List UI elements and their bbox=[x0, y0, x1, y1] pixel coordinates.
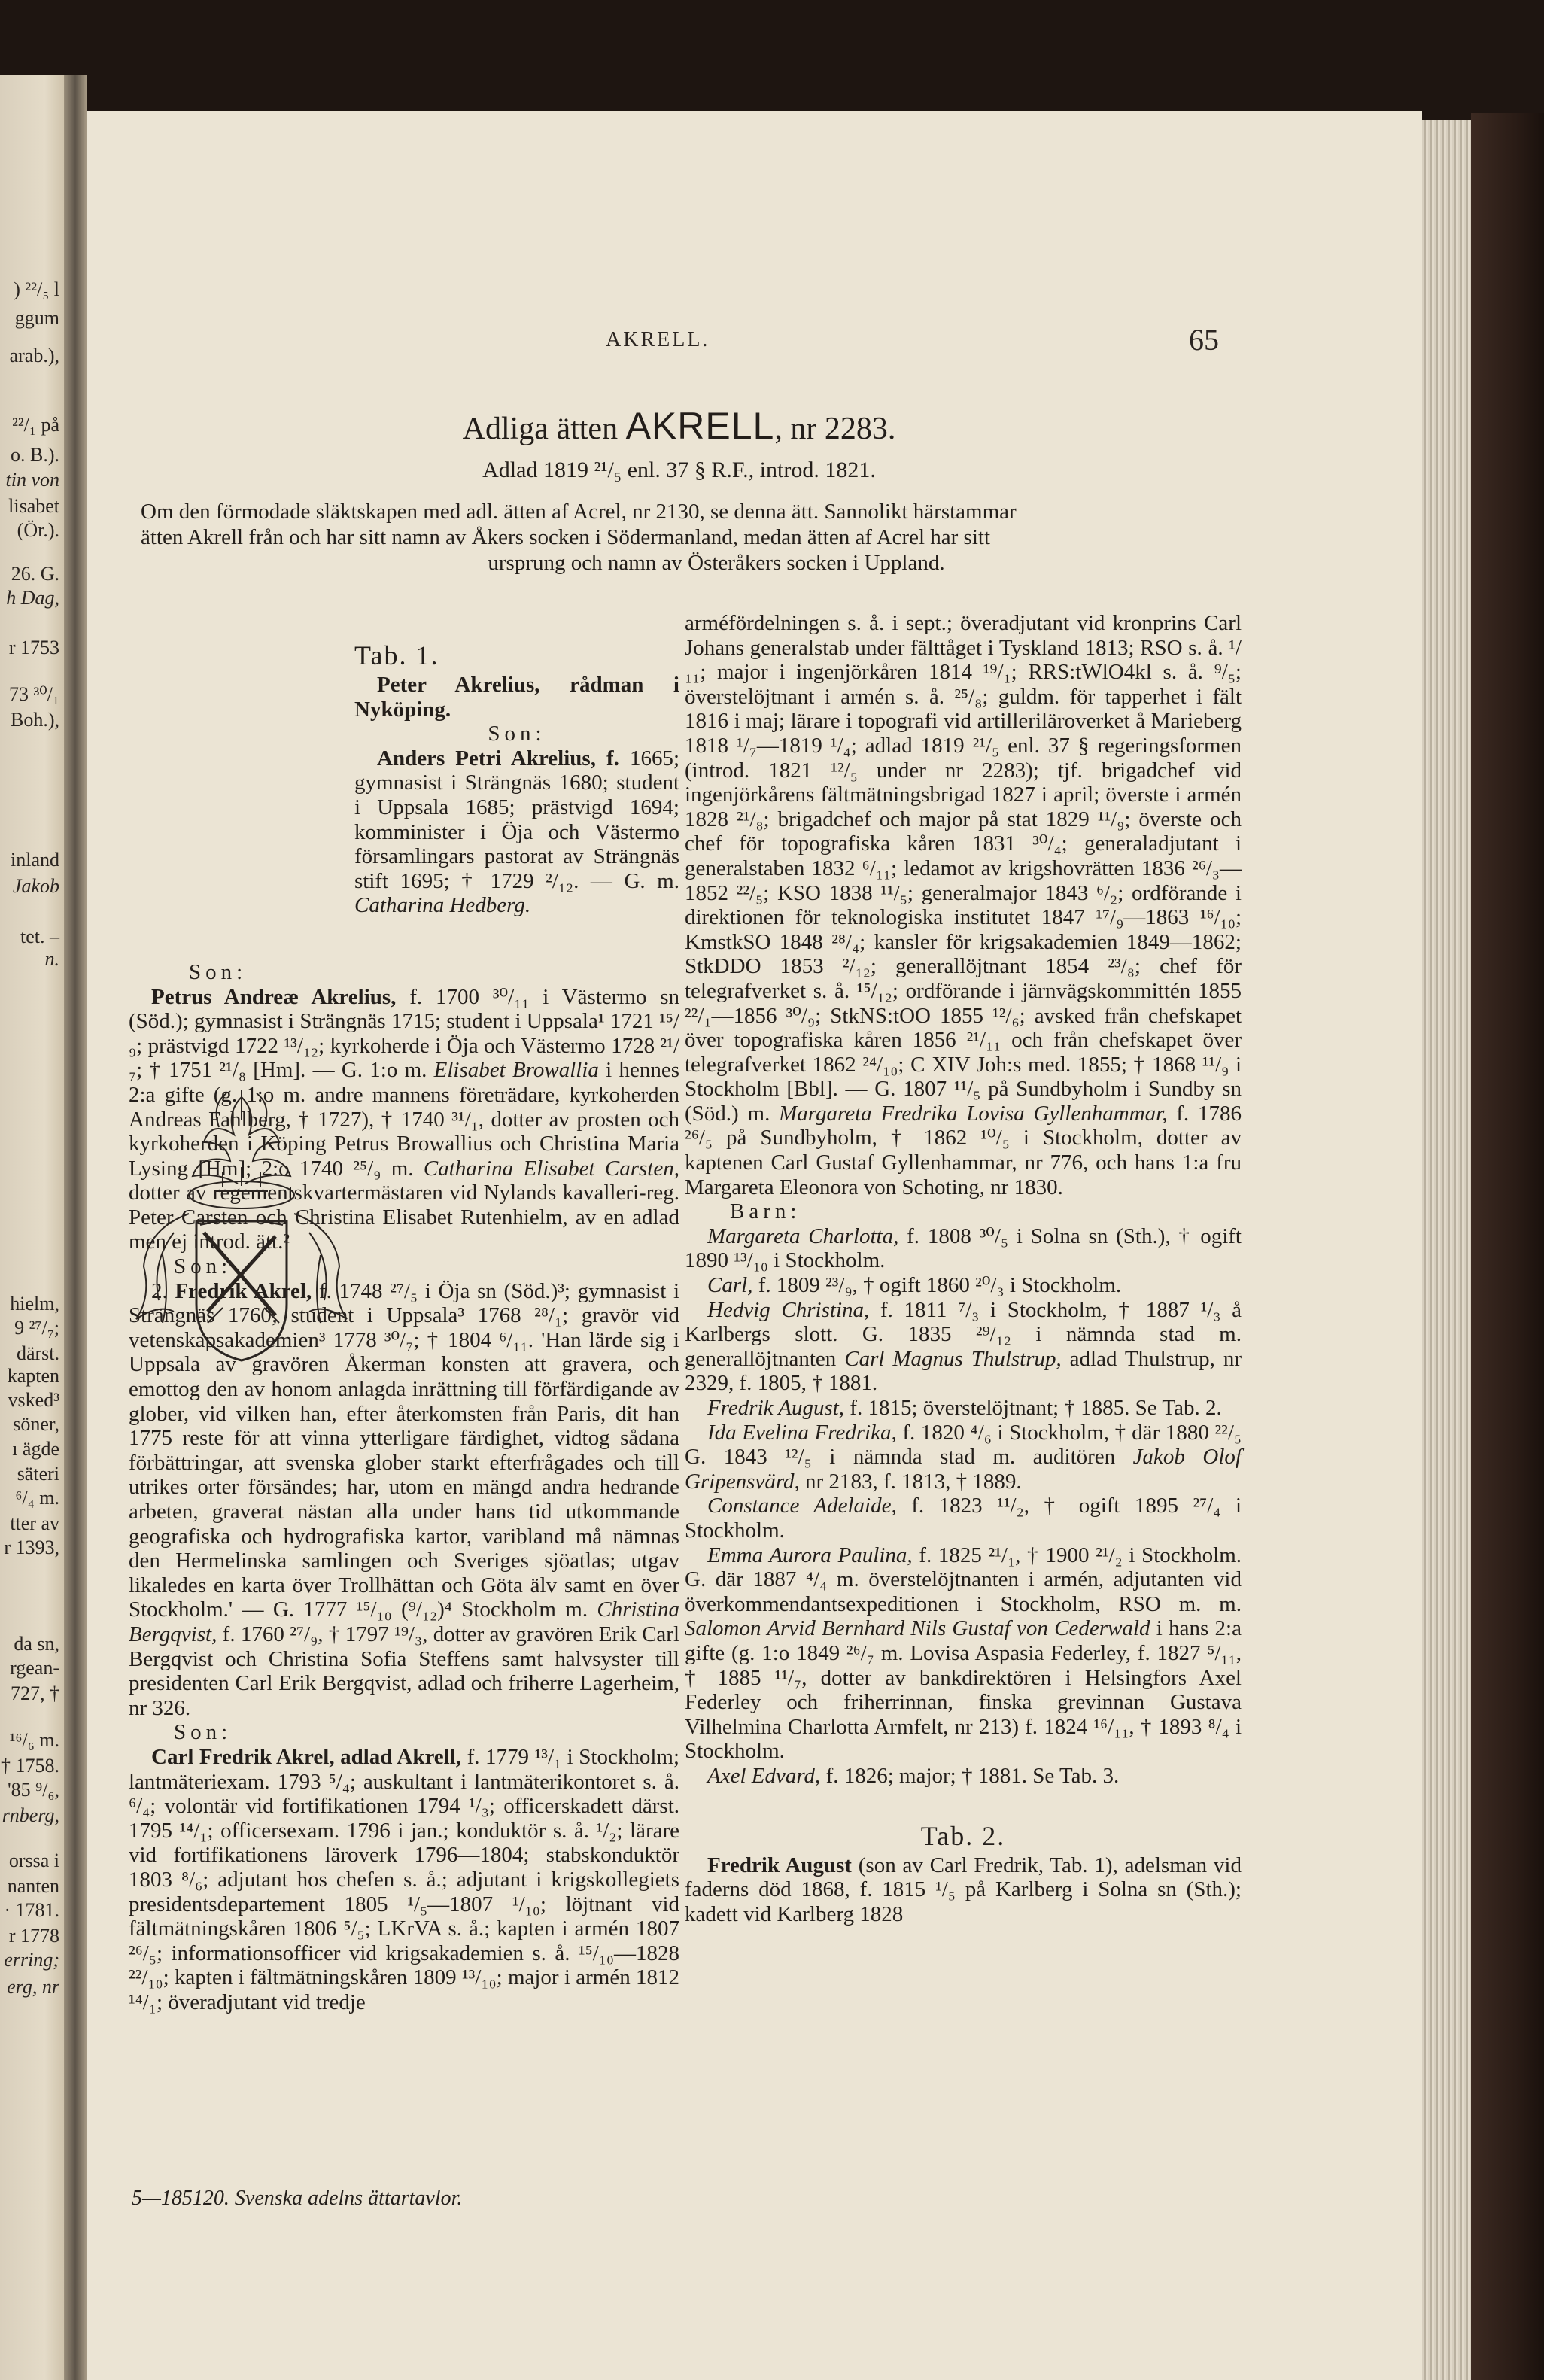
left-page-fragment: ²²/₁ på bbox=[12, 414, 59, 436]
person-name: Anders Petri Akrelius, f. bbox=[377, 746, 619, 771]
right-column bbox=[685, 611, 1242, 1926]
spouse-name: Catharina Hedberg. bbox=[354, 893, 531, 918]
child-entry bbox=[685, 1764, 1242, 1789]
left-page-fragment: n. bbox=[44, 948, 59, 970]
left-page-fragment: rgean- bbox=[10, 1657, 59, 1679]
left-page-fragment: tet. – bbox=[20, 926, 59, 947]
left-column bbox=[129, 638, 679, 2014]
son-label: Son: bbox=[174, 1720, 233, 1745]
child-text: f. 1815; överstelöjtnant; † 1885. Se Tab. 2. bbox=[844, 1396, 1222, 1420]
child-text: nr 2183, f. 1813, † 1889. bbox=[799, 1469, 1022, 1494]
child-name: Constance Adelaide, bbox=[707, 1494, 897, 1518]
left-page-fragment: arab.), bbox=[9, 345, 59, 366]
child-entry bbox=[685, 1421, 1242, 1494]
left-page-fragment: da sn, bbox=[14, 1633, 59, 1655]
left-page-fragment: tin von bbox=[5, 469, 59, 491]
intro-paragraph bbox=[141, 499, 1292, 576]
left-page-fragment: erg, nr bbox=[7, 1976, 59, 1998]
title-prefix: Adliga ätten bbox=[462, 412, 619, 446]
left-page-fragment: vsked³ bbox=[8, 1389, 59, 1411]
son-label: Son: bbox=[488, 722, 546, 746]
child-entry bbox=[685, 1543, 1242, 1764]
generation-peter bbox=[354, 673, 679, 722]
child-text: f. 1823 ¹¹/₂, † ogift 1895 ²⁷/₄ i Stockholm. bbox=[685, 1494, 1242, 1543]
person-text: 1665; gymnasist i Strängnäs 1680; student i Uppsala 1685; prästvigd 1694; komminister i Öja och Västermo församlingars pastorat av Strängnäs stift 1695; † 1729 ²/₁₂. — G. m. bbox=[354, 746, 680, 893]
left-page-fragment: h Dag, bbox=[6, 587, 59, 609]
son-label: Son: bbox=[189, 959, 248, 984]
child-text: f. 1808 ³⁰/₅ i Solna sn (Sth.), † ogift 1890 ¹³/₁₀ i Stockholm. bbox=[685, 1223, 1242, 1273]
left-page-fragment: ) ²²/₅ l bbox=[14, 278, 59, 300]
left-page-fragment: 73 ³⁰/₁ bbox=[8, 683, 59, 705]
child-text: f. 1826; major; † 1881. Se Tab. 3. bbox=[820, 1763, 1120, 1788]
left-page-fragment: '85 ⁹/₆, bbox=[7, 1779, 59, 1801]
spouse-name: Elisabet Browallia bbox=[433, 1058, 599, 1083]
left-page-fragment: · 1781. bbox=[4, 1899, 59, 1921]
left-page-fragment: rnberg, bbox=[2, 1804, 59, 1826]
book-page bbox=[87, 111, 1422, 2380]
child-text: f. 1820 ⁴/₆ i Stockholm, † där 1880 ²²/₅ G. 1843 ¹²/₅ i nämnda stad m. auditören bbox=[685, 1420, 1242, 1470]
left-page-fragment: därst. bbox=[16, 1342, 59, 1364]
generation-carl bbox=[129, 1745, 679, 2015]
person-text: arméfördelningen s. å. i sept.; överadjutant vid kronprins Carl Johans generalstab under fälttåget i Tyskland 1813; RSO s. å. ¹/₁₁; major i ingenjörkåren 1814 ¹⁹/₁; RRS:tWlO4kl s. å. ⁹/₅; överstelöjtnant i armén s. å. ²⁵/₈; guldm. för tapperhet i fält 1816 i maj; lärare i topografi vid artilleriläroverket å Marieberg 1818 ¹/₇—1819 ¹/₄; adlad 1819 ²¹/₅ enl. 37 § regeringsformen (introd. 1821 ¹²/₅ under nr 2283); tjf. brigadchef vid ingenjörkårens fältmätningsbrigad 1827 i april; överste i armén 1828 ²¹/₈; brigadchef och major på stat 1829 ¹¹/₉; överste och chef för topografiska kåren 1831 ³⁰/₄; generaladjutant i generalstaben 1832 ⁶/₁₁; ledamot av krigshovrätten 1836 ²⁶/₃—1852 ²²/₅; KSO 1838 ¹¹/₅; generalmajor 1843 ⁶/₂; ordförande i direktionen för teknologiska institutet 1847 ¹⁷/₉—1863 ¹⁶/₁₀; KmstkSO 1848 ²⁸/₄; kansler för krigsakademien 1849—1862; StkDDO 1853 ²/₁₂; generallöjtnant 1854 ²³/₈; chef för telegrafverket s. å. ¹⁵/₁₂; ordförande i järnvägskommittén 1855 ²²/₁—1856 ³⁰/₉; StkNS:tOO 1855 ¹²/₆; avsked från chefskapet över topografiska kåren 1856 ²¹/₁₁ och från chefskapet över telegrafverket 1862 ²⁴/₁₀; C XIV Joh:s med. 1855; † 1868 ¹¹/₉ i Stockholm [Bbl]. — G. 1807 ¹¹/₅ på Sundbyholm i Sundby sn (Söd.) m. bbox=[685, 611, 1242, 1126]
child-text: f. 1825 ²¹/₁, † 1900 ²¹/₂ i Stockholm. G. där 1887 ⁴/₄ m. överstelöjtnanten i armén, adjutanten vid överkommendantsexpeditionen i Stockholm, RSO m. m. bbox=[685, 1543, 1242, 1616]
child-name: Ida Evelina Fredrika, bbox=[707, 1420, 897, 1445]
child-entry bbox=[685, 1396, 1242, 1421]
left-page-fragment: lisabet bbox=[8, 495, 59, 517]
left-page-fragment: säteri bbox=[17, 1463, 59, 1485]
person-name: Fredrik August bbox=[707, 1853, 852, 1877]
page-edges bbox=[1422, 120, 1471, 2380]
left-page-fragment: erring; bbox=[4, 1949, 59, 1971]
intro-line: ätten Akrell från och har sitt namn av Åkers socken i Södermanland, medan ätten af Acrel har sitt bbox=[141, 525, 991, 549]
left-page-fragment: 727, † bbox=[11, 1682, 59, 1704]
left-page-fragment: ¹⁶/₆ m. bbox=[9, 1729, 59, 1751]
child-entry bbox=[685, 1494, 1242, 1543]
ennobled-line: Adlad 1819 ²¹/₅ enl. 37 § R.F., introd. 1821. bbox=[482, 457, 876, 482]
page-number: 65 bbox=[1189, 323, 1219, 357]
child-name: Margareta Charlotta, bbox=[707, 1223, 899, 1248]
person-name: Petrus Andreæ Akrelius, bbox=[151, 984, 397, 1009]
child-name: Emma Aurora Paulina, bbox=[707, 1543, 913, 1567]
left-page-fragment: ı ägde bbox=[12, 1438, 59, 1460]
tab1-heading: Tab. 1. bbox=[354, 640, 439, 670]
left-page-fragment: r 1778 bbox=[8, 1925, 59, 1947]
spouse-name: Catharina Elisabet Carsten, bbox=[423, 1156, 679, 1181]
left-page-fragment: söner, bbox=[13, 1413, 59, 1435]
coat-of-arms-icon bbox=[129, 1082, 354, 1406]
left-page-fragment: r 1393, bbox=[4, 1537, 59, 1558]
child-text: adlad Thulstrup, nr 2329, f. 1805, † 1881. bbox=[685, 1346, 1242, 1396]
spouse-name: Salomon Arvid Bernhard Nils Gustaf von Cederwald bbox=[685, 1616, 1150, 1641]
person-text: i hennes 2:a gifte (g. 1:o m. andre mannens företrädare, kyrkoherden Andreas Fahlberg, † 1727), † 1740 ³¹/₁, dotter av prosten och kyrkoherden i Köping Petrus Browallius och Christina Maria Lysing [Hm]; 2:o 1740 ²⁵/₉ m. bbox=[129, 1058, 680, 1181]
left-page-fragment: hielm, bbox=[10, 1293, 59, 1315]
spouse-name: Margareta Fredrika Lovisa Gyllenhammar, bbox=[779, 1101, 1168, 1126]
entry-number: 2. bbox=[151, 1278, 175, 1303]
page-header bbox=[87, 323, 1422, 358]
title-block bbox=[87, 406, 1422, 483]
title-number: , nr 2283. bbox=[774, 412, 896, 446]
child-entry bbox=[685, 1273, 1242, 1298]
child-text: f. 1811 ⁷/₃ i Stockholm, † 1887 ¹/₃ å Karlbergs slott. G. 1835 ²⁹/₁₂ i nämnda stad m. generallöjtnanten bbox=[685, 1297, 1242, 1371]
person-name: Carl Fredrik Akrel, adlad Akrell, bbox=[151, 1744, 462, 1769]
person-name: Peter Akrelius, rådman i Nyköping. bbox=[354, 673, 679, 722]
book-cover-edge bbox=[1471, 113, 1544, 2380]
person-text: f. 1748 ²⁷/₅ i Öja sn (Söd.)³; gymnasist i Strängnäs 1760; student i Uppsala³ 1768 ²⁸/₁; gravör vid vetenskapsakademien³ 1778 ³⁰/₇; † 1804 ⁶/₁₁. 'Han lärde sig i Uppsala av gravören Åkerman konsten att gravera, och emottog den av honom anlagda inrättning till förfärdigande av glober, vid vilken han, efter återkomsten från Paris, dit han 1775 reste för att vinna ytterligare färdighet, vidtog sådana förbättringar, att svenska glober starkt efterfrågades och till utrikes orter försändes; har, utom en mängd andra hedrande arbeten, graverat nästan alla under hans tid utkommande geografiska och hydrografiska kartor, varibland må nämnas den Hermelinska samlingen och Sveriges sjöatlas; utgav likaledes en karta över Trollhättan och Göta älv samt en över Stockholm.' — G. 1777 ¹⁵/₁₀ (⁹/₁₂)⁴ Stockholm m. bbox=[129, 1278, 680, 1622]
child-name: Fredrik August, bbox=[707, 1396, 845, 1420]
generation-anders bbox=[354, 746, 679, 918]
spouse-name: Christina Bergqvist, bbox=[129, 1597, 679, 1646]
child-name: Hedvig Christina, bbox=[707, 1297, 870, 1322]
tab1-intro bbox=[354, 638, 679, 918]
left-page-fragment: ggum bbox=[14, 307, 59, 329]
left-page-fragment: Boh.), bbox=[11, 709, 59, 731]
person-text: f. 1760 ²⁷/₉, † 1797 ¹⁹/₃, dotter av gravören Erik Carl Bergqvist och Christina Sofia Steffens samt halvsyster till presidenten Carl Erik Bergqvist, adlad och friherre Lagerheim, nr 326. bbox=[129, 1622, 679, 1720]
person-text: (son av Carl Fredrik, Tab. 1), adelsman vid faderns död 1868, f. 1815 ¹/₅ på Karlberg i Solna sn (Sth.); kadett vid Karlberg 1828 bbox=[685, 1853, 1242, 1926]
spouse-name: Jakob Olof Gripensvärd, bbox=[685, 1445, 1242, 1494]
left-page-fragment: nanten bbox=[7, 1875, 59, 1897]
spouse-name: Carl Magnus Thulstrup, bbox=[844, 1346, 1062, 1371]
tab2-entry bbox=[685, 1853, 1242, 1927]
left-page-fragment: tter av bbox=[10, 1512, 59, 1534]
children-label: Barn: bbox=[730, 1199, 801, 1224]
left-page-fragment: o. B.). bbox=[11, 444, 59, 466]
son-label: Son: bbox=[174, 1254, 233, 1279]
left-page-fragment: orssa i bbox=[8, 1850, 59, 1871]
left-page-fragment: 26. G. bbox=[11, 563, 59, 585]
child-entry bbox=[685, 1298, 1242, 1396]
child-name: Axel Edvard, bbox=[707, 1763, 821, 1788]
left-page-fragment: † 1758. bbox=[1, 1755, 59, 1777]
left-page-fragment: Jakob bbox=[12, 875, 59, 897]
left-page-fragment: ⁶/₄ m. bbox=[15, 1487, 59, 1509]
left-page-fragment: inland bbox=[11, 849, 59, 871]
title-name: AKRELL bbox=[625, 405, 775, 447]
tab2-heading: Tab. 2. bbox=[920, 1820, 1006, 1851]
child-text: f. 1809 ²³/₉, † ogift 1860 ²⁰/₃ i Stockholm. bbox=[752, 1273, 1122, 1298]
left-page-fragment: kapten bbox=[7, 1365, 59, 1387]
intro-line: ursprung och namn av Österåkers socken i Uppland. bbox=[488, 551, 945, 575]
person-text: dotter av regementskvartermästaren vid Nylands kavalleri-reg. Peter Carsten och Christina Elisabet Rutenhielm, av en adlad men ej introd. ätt.² bbox=[129, 1181, 679, 1254]
printer-imprint: 5—185120. Svenska adelns ättartavlor. bbox=[132, 2187, 463, 2210]
person-name: Fredrik Akrel, bbox=[175, 1278, 312, 1303]
person-text: f. 1786 ²⁶/₅ på Sundbyholm, † 1862 ¹⁰/₅ i Stockholm, dotter av kaptenen Carl Gustaf Gyllenhammar, nr 776, och hans 1:a fru Margareta Eleonora von Schoting, nr 1830. bbox=[685, 1101, 1242, 1199]
person-text: f. 1779 ¹³/₁ i Stockholm; lantmäteriexam. 1793 ⁵/₄; auskultant i lantmäterikontoret s. å. ⁶/₄; volontär vid fortifikationen 1794 ¹/₃; officerskadett därst. 1795 ¹⁴/₁; officersexam. 1796 i jan.; konduktör s. å. ¹/₂; lärare vid fortifikationens läroverk 1796—1804; stabskonduktör 1803 ⁸/₆; adjutant hos chefen s. å.; adjutant i krigskollegiets presidentsdepartement 1805 ¹/₅—1807 ¹/₁₀; löjtnant vid fältmätningskåren 1806 ⁵/₅; LKrVA s. å.; kapten i armén 1807 ²⁶/₅; informationsofficer vid krigsakademien s. å. ¹⁵/₁₀—1828 ²²/₁₀; kapten i fältmätningskåren 1809 ¹³/₁₀; major i armén 1812 ¹⁴/₁; överadjutant vid tredje bbox=[129, 1744, 679, 2014]
child-name: Carl, bbox=[707, 1273, 753, 1298]
left-page-fragment: r 1753 bbox=[8, 637, 59, 658]
family-title bbox=[0, 406, 1422, 448]
child-entry bbox=[685, 1224, 1242, 1273]
child-text: i hans 2:a gifte (g. 1:o 1849 ²⁶/₇ m. Lovisa Aspasia Federley, f. 1827 ⁵/₁₁, † 1885 ¹¹/₇, dotter av bankdirektören i Helsingfors Axel Federley och friherrinnan, finska grevinnan Gustava Vilhelmina Charlotta Armfelt, nr 213) f. 1824 ¹⁶/₁₁, † 1893 ⁸/₄ i Stockholm. bbox=[685, 1616, 1242, 1764]
left-page-fragment: (Ör.). bbox=[17, 519, 59, 541]
intro-line: Om den förmodade släktskapen med adl. ätten af Acrel, nr 2130, se denna ätt. Sannolikt härstammar bbox=[141, 500, 1017, 524]
person-text: f. 1700 ³⁰/₁₁ i Västermo sn (Söd.); gymnasist i Strängnäs 1715; student i Uppsala¹ 1721 ¹⁵/₉; prästvigd 1722 ¹³/₁₂; kyrkoherde i Öja och Västermo 1728 ²¹/₇; † 1751 ²¹/₈ [Hm]. — G. 1:o m. bbox=[129, 984, 679, 1083]
carl-continued bbox=[685, 611, 1242, 1199]
running-head: AKRELL. bbox=[606, 328, 710, 351]
left-page-fragment: 9 ²⁷/₇; bbox=[14, 1317, 59, 1339]
